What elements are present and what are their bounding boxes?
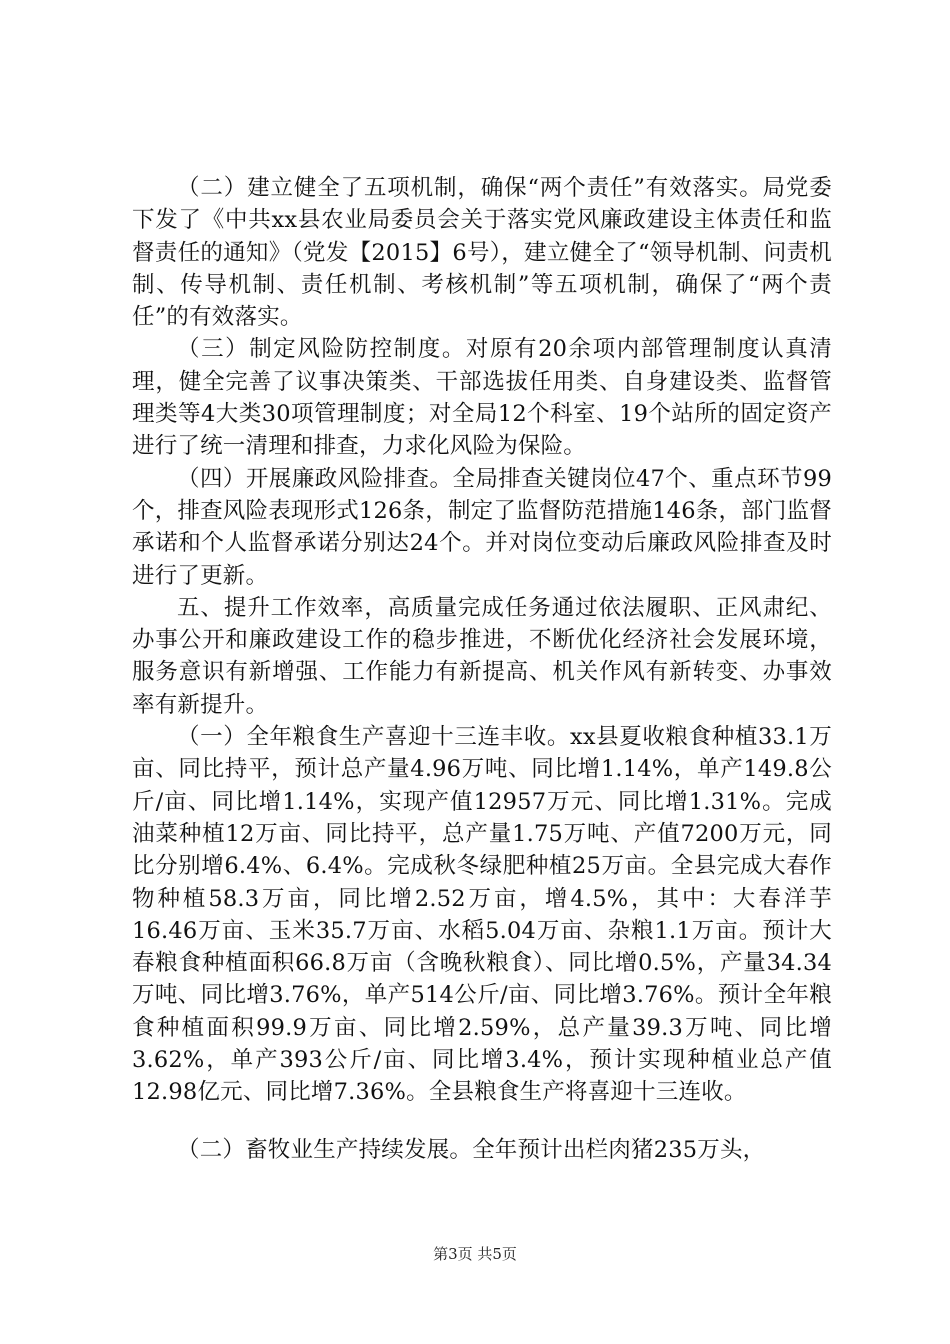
paragraph-risk-control-system: （三）制定风险防控制度。对原有20余项内部管理制度认真清理，健全完善了议事决策类、干部选拔任用类、自身建设类、监督管理类等4大类30项管理制度；对全局12个科室、19个站所的固定资产进行了统一清理和排查，力求化风险为保险。	[132, 336, 832, 460]
document-body	[132, 172, 832, 1166]
paragraph-livestock: （二）畜牧业生产持续发展。全年预计出栏肉猪235万头，	[177, 1136, 766, 1163]
paragraph-risk-screening: （四）开展廉政风险排查。全局排查关键岗位47个、重点环节99个，排查风险表现形式126条，制定了监督防范措施146条，部门监督承诺和个人监督承诺分别达24个。并对岗位变动后廉政风险排查及时进行了更新。	[132, 465, 832, 589]
paragraph-work-efficiency: 五、提升工作效率，高质量完成任务通过依法履职、正风肃纪、办事公开和廉政建设工作的稳步推进，不断优化经济社会发展环境，服务意识有新增强、工作能力有新提高、机关作风有新转变、办事效率有新提升。	[132, 594, 832, 718]
paragraph-two-responsibilities: （二）建立健全了五项机制，确保“两个责任”有效落实。局党委下发了《中共xx县农业局委员会关于落实党风廉政建设主体责任和监督责任的通知》（党发【2015】6号），建立健全了“领导机制、问责机制、传导机制、责任机制、考核机制”等五项机制，确保了“两个责任”的有效落实。	[132, 175, 832, 331]
paragraph-spacer	[132, 1109, 832, 1134]
paragraph-grain-production: （一）全年粮食生产喜迎十三连丰收。xx县夏收粮食种植33.1万亩、同比持平，预计总产量4.96万吨、同比增1.14%，单产149.8公斤/亩、同比增1.14%，实现产值12957万元、同比增1.31%。完成油菜种植12万亩、同比持平，总产量1.75万吨、产值7200万元，同比分别增6.4%、6.4%。完成秋冬绿肥种植25万亩。全县完成大春作物种植58.3万亩，同比增2.52万亩，增4.5%，其中：大春洋芋16.46万亩、玉米35.7万亩、水稻5.04万亩、杂粮1.1万亩。预计大春粮食种植面积66.8万亩（含晚秋粮食）、同比增0.5%，产量34.34万吨、同比增3.76%，单产514公斤/亩、同比增3.76%。预计全年粮食种植面积99.9万亩、同比增2.59%，总产量39.3万吨、同比增3.62%，单产393公斤/亩、同比增3.4%，预计实现种植业总产值12.98亿元、同比增7.36%。全县粮食生产将喜迎十三连收。	[132, 724, 832, 1106]
page-number-footer: 第3页 共5页	[433, 1245, 517, 1263]
